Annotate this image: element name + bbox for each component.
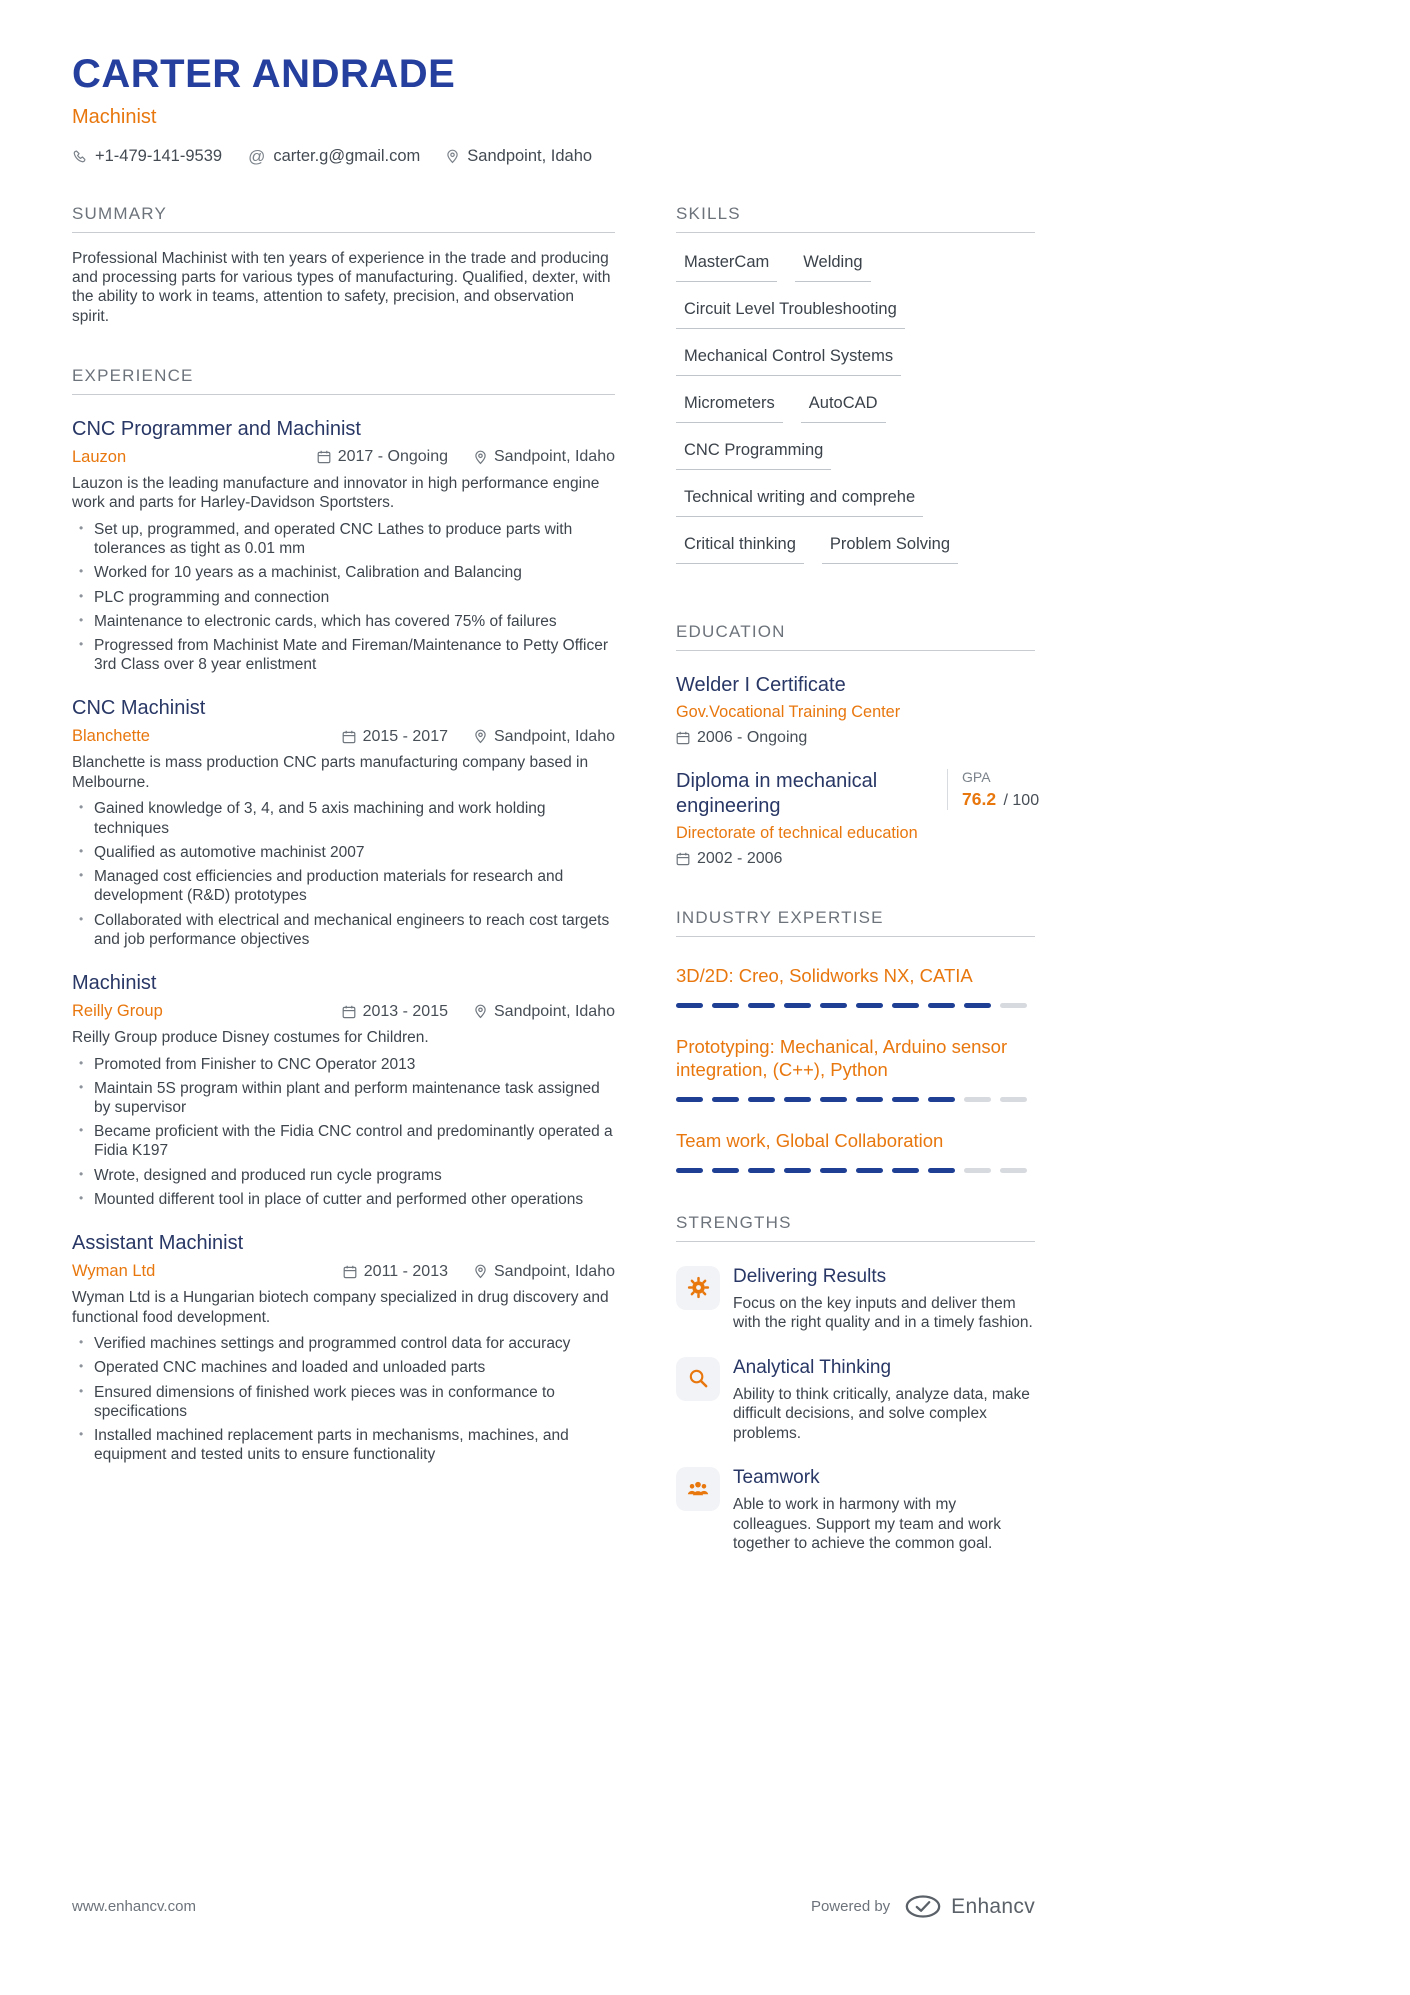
enhancv-site-link[interactable]: www.enhancv.com xyxy=(72,1898,196,1915)
job-title: Machinist xyxy=(72,972,157,994)
bar-segment xyxy=(964,1097,991,1102)
email-address: carter.g@gmail.com xyxy=(273,147,421,165)
bar-segment xyxy=(784,1168,811,1173)
magnifier-icon xyxy=(676,1357,720,1401)
strengths-heading: STRENGTHS xyxy=(676,1213,1035,1242)
bar-segment xyxy=(820,1003,847,1008)
summary-heading: SUMMARY xyxy=(72,204,615,233)
bar-segment xyxy=(820,1168,847,1173)
location-icon xyxy=(446,149,459,164)
expertise-label: 3D/2D: Creo, Solidworks NX, CATIA xyxy=(676,965,973,986)
job-meta xyxy=(72,727,615,746)
gpa-scale: / 100 xyxy=(1003,792,1040,809)
bar-segment xyxy=(748,1097,775,1102)
resume-page xyxy=(72,52,1040,1594)
bullet-item: • Promoted from Finisher to CNC Operator 2013 xyxy=(72,1055,615,1074)
strength-item xyxy=(676,1357,1035,1444)
gpa-label: GPA xyxy=(962,769,991,785)
location-icon xyxy=(474,450,487,465)
school-name: Gov.Vocational Training Center xyxy=(676,703,901,721)
powered-by-label: Powered by xyxy=(810,1898,891,1915)
bar-segment xyxy=(964,1168,991,1173)
left-column xyxy=(72,204,615,1594)
job-meta-right xyxy=(343,1263,615,1281)
experience-section xyxy=(72,366,615,1465)
bar-segment xyxy=(712,1097,739,1102)
strength-text: Ability to think critically, analyze data, make difficult decisions, and solve complex problems. xyxy=(733,1385,1030,1442)
expertise-level-bar xyxy=(676,1168,1035,1173)
bar-segment xyxy=(892,1168,919,1173)
skills-section xyxy=(676,204,1035,582)
strengths-section xyxy=(676,1213,1035,1554)
calendar-icon xyxy=(342,1005,356,1019)
bar-segment xyxy=(712,1168,739,1173)
gpa-values xyxy=(962,789,1040,810)
bullet-item: • Progressed from Machinist Mate and Fireman/Maintenance to Petty Officer 3rd Class over 8 year enlistment xyxy=(72,636,615,674)
calendar-icon xyxy=(676,852,690,866)
expertise-level-bar xyxy=(676,1003,1035,1008)
strength-title: Delivering Results xyxy=(733,1265,887,1287)
enhancv-wordmark: Enhancv xyxy=(951,1894,1035,1918)
bullet-item: • Wrote, designed and produced run cycle programs xyxy=(72,1166,615,1185)
bullet-item: • Set up, programmed, and operated CNC Lathes to produce parts with tolerances as tight as 0.01 mm xyxy=(72,520,615,558)
bar-segment xyxy=(712,1003,739,1008)
job-meta xyxy=(72,448,615,467)
enhancv-logo-link[interactable] xyxy=(904,1894,1035,1919)
calendar-icon xyxy=(676,731,690,745)
strength-title: Teamwork xyxy=(733,1467,820,1489)
enhancv-logo-icon xyxy=(904,1894,942,1919)
two-column-layout xyxy=(72,204,1040,1594)
experience-entry xyxy=(72,697,615,949)
bullet-item: • Qualified as automotive machinist 2007 xyxy=(72,843,615,862)
job-meta xyxy=(72,1002,615,1021)
bar-segment xyxy=(748,1168,775,1173)
expertise-item xyxy=(676,964,1035,1008)
contact-row xyxy=(72,147,1035,166)
bullet-item: • Ensured dimensions of finished work pieces was in conformance to specifications xyxy=(72,1383,615,1421)
contact-phone xyxy=(72,147,222,166)
job-title: CNC Machinist xyxy=(72,697,206,720)
education-heading: EDUCATION xyxy=(676,622,1035,651)
calendar-icon xyxy=(317,450,331,464)
bullet-item: • Installed machined replacement parts in mechanisms, machines, and equipment and tested units to ensure functionality xyxy=(72,1426,615,1464)
job-description: Lauzon is the leading manufacture and innovator in high performance engine work and parts for Harley-Davidson Sportsters. xyxy=(72,474,600,512)
bar-segment xyxy=(928,1003,955,1008)
expertise-item xyxy=(676,1035,1035,1102)
contact-email[interactable] xyxy=(248,147,420,166)
education-main xyxy=(676,769,947,868)
phone-number: +1-479-141-9539 xyxy=(95,147,223,165)
job-bullets xyxy=(72,799,615,949)
company-name: Lauzon xyxy=(72,447,127,466)
expertise-label: Prototyping: Mechanical, Arduino sensor integration, (C++), Python xyxy=(676,1035,1008,1081)
bar-segment xyxy=(676,1003,703,1008)
industry-expertise-section xyxy=(676,908,1035,1173)
job-description: Reilly Group produce Disney costumes for Children. xyxy=(72,1029,429,1046)
bar-segment xyxy=(856,1097,883,1102)
job-bullets xyxy=(72,520,615,675)
skill-tag: Circuit Level Troubleshooting xyxy=(676,300,905,329)
calendar-icon xyxy=(343,1265,357,1279)
skills-heading: SKILLS xyxy=(676,204,1035,233)
experience-entry xyxy=(72,1232,615,1464)
summary-section xyxy=(72,204,615,326)
bar-segment xyxy=(676,1097,703,1102)
gpa-block xyxy=(947,769,1040,810)
strength-item xyxy=(676,1266,1035,1333)
strength-body xyxy=(733,1357,1035,1444)
skill-tag: Critical thinking xyxy=(676,535,804,564)
industry-expertise-heading: INDUSTRY EXPERTISE xyxy=(676,908,1035,937)
bullet-item: • Maintenance to electronic cards, which has covered 75% of failures xyxy=(72,612,615,631)
experience-heading: EXPERIENCE xyxy=(72,366,615,395)
company-name: Blanchette xyxy=(72,727,150,746)
bar-segment xyxy=(1000,1003,1027,1008)
bar-segment xyxy=(676,1168,703,1173)
bar-segment xyxy=(856,1168,883,1173)
bullet-item: • Managed cost efficiencies and production materials for research and development (R&D) prototypes xyxy=(72,867,615,905)
summary-text: Professional Machinist with ten years of experience in the trade and producing and processing parts for various types of manufacturing. Qualified, dexter, with the ability to work in teams, attention to safety, precision, and observation spirit. xyxy=(72,250,611,325)
job-location: Sandpoint, Idaho xyxy=(474,1003,615,1021)
bar-segment xyxy=(784,1097,811,1102)
gpa-value: 76.2 xyxy=(962,789,997,809)
skills-list xyxy=(676,253,1035,582)
job-bullets xyxy=(72,1055,615,1210)
skill-tag: Technical writing and comprehe xyxy=(676,488,923,517)
location-icon xyxy=(474,729,487,744)
job-description: Wyman Ltd is a Hungarian biotech company specialized in drug discovery and functional food development. xyxy=(72,1289,609,1326)
job-location: Sandpoint, Idaho xyxy=(474,1263,615,1281)
job-dates: 2017 - Ongoing xyxy=(317,448,448,466)
skill-tag: Mechanical Control Systems xyxy=(676,347,901,376)
location-icon xyxy=(474,1264,487,1279)
experience-entry xyxy=(72,972,615,1209)
experience-entry xyxy=(72,418,615,675)
job-meta-right xyxy=(342,728,615,746)
strength-text: Able to work in harmony with my colleagues. Support my team and work together to achieve the common goal. xyxy=(733,1496,1001,1553)
page-footer xyxy=(72,1894,1035,1919)
job-description: Blanchette is mass production CNC parts manufacturing company based in Melbourne. xyxy=(72,754,589,791)
skill-tag: Welding xyxy=(795,253,870,282)
job-location: Sandpoint, Idaho xyxy=(474,448,615,466)
job-bullets xyxy=(72,1334,615,1464)
resume-header xyxy=(72,52,1035,166)
bullet-item: • Mounted different tool in place of cutter and performed other operations xyxy=(72,1190,615,1209)
right-column xyxy=(676,204,1040,1594)
bar-segment xyxy=(784,1003,811,1008)
contact-location xyxy=(446,147,592,166)
school-name: Directorate of technical education xyxy=(676,824,918,842)
education-section xyxy=(676,622,1040,868)
job-title: CNC Programmer and Machinist xyxy=(72,417,361,440)
strength-title: Analytical Thinking xyxy=(733,1356,892,1378)
bar-segment xyxy=(964,1003,991,1008)
strength-text: Focus on the key inputs and deliver them with the right quality and in a timely fashion. xyxy=(733,1294,1033,1332)
skill-tag: Micrometers xyxy=(676,394,783,423)
expertise-label: Team work, Global Collaboration xyxy=(676,1130,944,1152)
location-icon xyxy=(474,1004,487,1019)
bullet-item: • Operated CNC machines and loaded and unloaded parts xyxy=(72,1358,615,1377)
skill-tag: AutoCAD xyxy=(801,394,886,423)
education-dates: 2006 - Ongoing xyxy=(676,729,1035,747)
bar-segment xyxy=(928,1168,955,1173)
job-meta-right xyxy=(317,448,615,466)
job-dates: 2011 - 2013 xyxy=(343,1263,448,1281)
bullet-item: • Worked for 10 years as a machinist, Calibration and Balancing xyxy=(72,563,615,582)
education-entry xyxy=(676,673,1035,747)
skill-tag: CNC Programming xyxy=(676,441,831,470)
bullet-item: • Verified machines settings and programmed control data for accuracy xyxy=(72,1334,615,1353)
company-name: Wyman Ltd xyxy=(72,1262,156,1281)
bar-segment xyxy=(1000,1168,1027,1173)
job-meta-right xyxy=(342,1003,615,1021)
team-icon xyxy=(676,1467,720,1511)
education-entry xyxy=(676,769,1040,868)
bullet-item: • Gained knowledge of 3, 4, and 5 axis machining and work holding techniques xyxy=(72,799,615,837)
bar-segment xyxy=(892,1003,919,1008)
skill-tag: MasterCam xyxy=(676,253,777,282)
location-text: Sandpoint, Idaho xyxy=(467,147,593,165)
job-title: Assistant Machinist xyxy=(72,1232,244,1255)
gears-icon xyxy=(676,1266,720,1310)
job-location: Sandpoint, Idaho xyxy=(474,728,615,746)
calendar-icon xyxy=(342,730,356,744)
company-name: Reilly Group xyxy=(72,1002,163,1020)
email-icon: @ xyxy=(248,147,266,166)
degree-title: Welder I Certificate xyxy=(676,674,846,696)
bar-segment xyxy=(928,1097,955,1102)
bar-segment xyxy=(892,1097,919,1102)
bar-segment xyxy=(1000,1097,1027,1102)
phone-icon xyxy=(72,149,87,164)
job-dates: 2013 - 2015 xyxy=(342,1003,448,1021)
strength-body xyxy=(733,1467,1035,1554)
person-role: Machinist xyxy=(72,106,157,128)
expertise-level-bar xyxy=(676,1097,1035,1102)
person-name: CARTER ANDRADE xyxy=(72,52,456,96)
bullet-item: • Became proficient with the Fidia CNC control and predominantly operated a Fidia K197 xyxy=(72,1122,615,1160)
skill-tag: Problem Solving xyxy=(822,535,958,564)
footer-branding xyxy=(811,1894,1035,1919)
bullet-item: • PLC programming and connection xyxy=(72,588,615,607)
strength-item xyxy=(676,1467,1035,1554)
degree-title: Diploma in mechanical engineering xyxy=(676,770,878,817)
education-dates: 2002 - 2006 xyxy=(676,850,933,868)
job-meta xyxy=(72,1262,615,1281)
bar-segment xyxy=(820,1097,847,1102)
strength-body xyxy=(733,1266,1035,1333)
bar-segment xyxy=(748,1003,775,1008)
bullet-item: • Collaborated with electrical and mechanical engineers to reach cost targets and job performance objectives xyxy=(72,911,615,949)
job-dates: 2015 - 2017 xyxy=(342,728,448,746)
bar-segment xyxy=(856,1003,883,1008)
bullet-item: • Maintain 5S program within plant and perform maintenance task assigned by supervisor xyxy=(72,1079,615,1117)
expertise-item xyxy=(676,1129,1035,1173)
